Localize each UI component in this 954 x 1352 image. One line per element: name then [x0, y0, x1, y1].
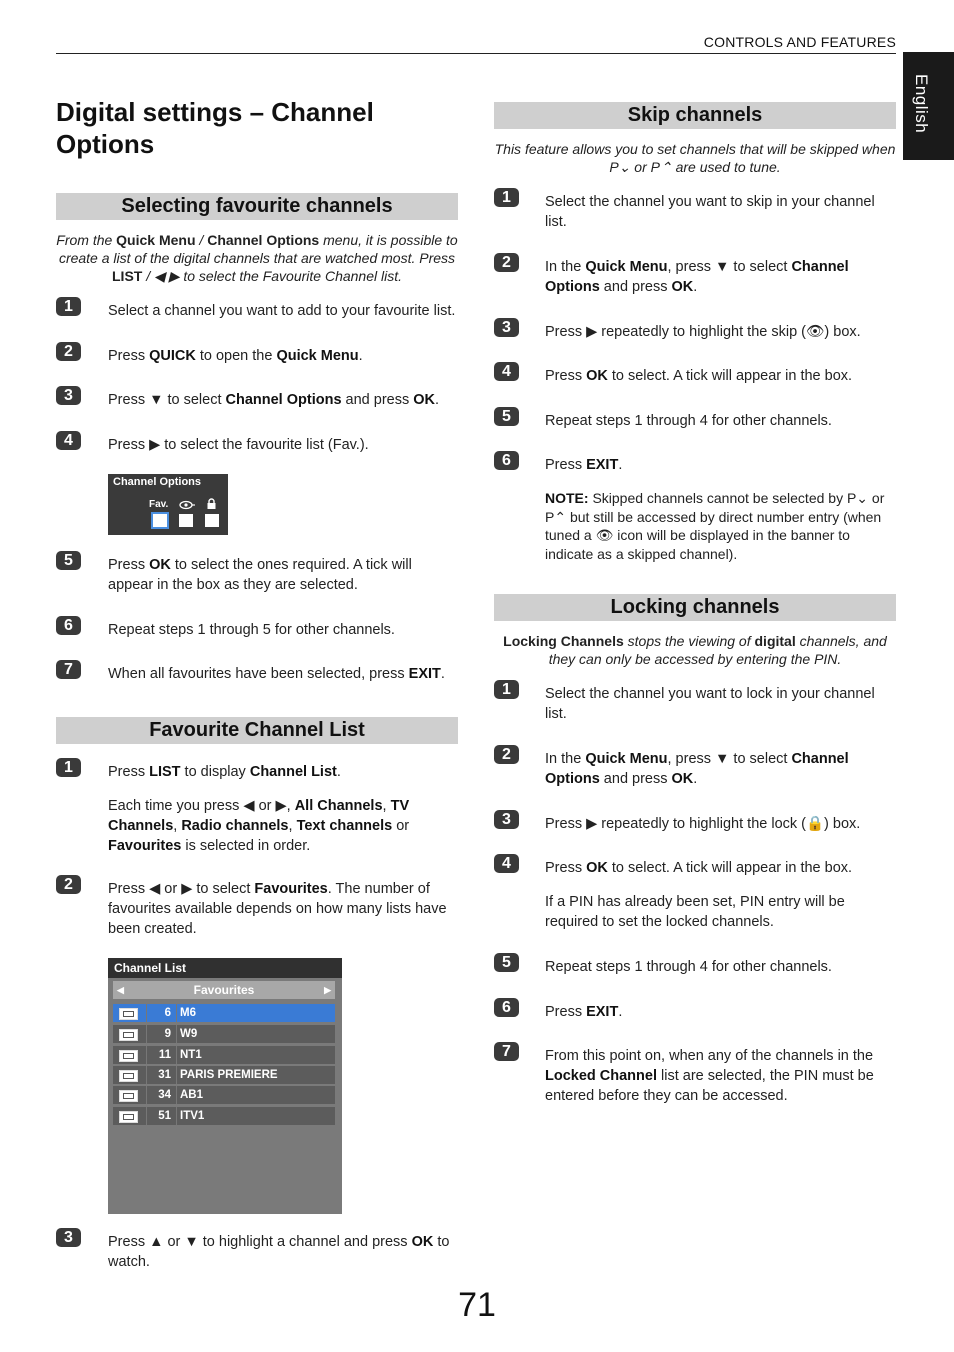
channel-row[interactable]: 51 ITV1 [113, 1107, 335, 1125]
step-number: 2 [56, 875, 81, 894]
section-heading-favourites: Selecting favourite channels [56, 193, 458, 220]
tv-icon [119, 1008, 138, 1020]
step-number: 4 [56, 431, 81, 450]
step-number: 4 [494, 854, 519, 873]
page-title: Digital settings – Channel Options [56, 97, 374, 159]
step-text: Press LIST to display Channel List. [108, 764, 341, 780]
channel-row[interactable]: 11 NT1 [113, 1046, 335, 1064]
step-text: Press ◀ or ▶ to select Favourites. The number of favourites available depends on how many lists have been created. [108, 881, 447, 937]
step-number: 1 [56, 297, 81, 316]
step-text: Select the channel you want to skip in your channel list. [545, 194, 875, 230]
channel-row[interactable]: 31 PARIS PREMIERE [113, 1066, 335, 1084]
step-text: Press OK to select the ones required. A tick will appear in the box as they are selected. [108, 557, 412, 593]
step-number: 7 [494, 1042, 519, 1061]
lock-checkbox[interactable] [205, 514, 219, 527]
step-text: Press OK to select. A tick will appear in the box. [545, 368, 853, 384]
step-text: Repeat steps 1 through 5 for other channels. [108, 622, 395, 638]
step-number: 5 [494, 407, 519, 426]
step-text: Press ▶ to select the favourite list (Fav.). [108, 437, 369, 453]
step-number: 6 [494, 998, 519, 1017]
section-heading-skip: Skip channels [494, 102, 896, 129]
lock-intro: Locking Channels stops the viewing of digital channels, and they can only be accessed by entering the PIN. [503, 633, 887, 667]
step-text: Press OK to select. A tick will appear in the box. [545, 860, 853, 876]
language-tab-label: English [912, 74, 931, 134]
channel-list-osd [108, 958, 342, 1214]
step-number: 1 [56, 758, 81, 777]
step-number: 3 [494, 318, 519, 337]
step-number: 6 [494, 451, 519, 470]
step-text: Press ▲ or ▼ to highlight a channel and press OK to watch. [108, 1234, 450, 1270]
tv-icon [119, 1029, 138, 1041]
step-number: 2 [56, 342, 81, 361]
fav-label: Fav. [149, 499, 169, 510]
skip-checkbox[interactable] [179, 514, 193, 527]
fav-checkbox[interactable] [153, 514, 167, 527]
channel-row[interactable]: 9 W9 [113, 1025, 335, 1043]
arrow-right-icon[interactable]: ▶ [324, 985, 331, 995]
step-text: Press ▶ repeatedly to highlight the skip (👁) box. [545, 324, 861, 340]
skip-icon [178, 500, 196, 510]
step-text: Press ▼ to select Channel Options and press OK. [108, 392, 440, 408]
channel-list-title: Channel List [108, 958, 342, 978]
step-text: Press ▶ repeatedly to highlight the lock (🔒) box. [545, 816, 861, 832]
skip-intro: This feature allows you to set channels that will be skipped when P⌄ or P⌃ are used to tune. [494, 141, 896, 175]
step-number: 3 [56, 386, 81, 405]
step-text: In the Quick Menu, press ▼ to select Channel Options and press OK. [545, 259, 849, 295]
step-number: 2 [494, 745, 519, 764]
favourites-tab-label: Favourites [193, 983, 255, 997]
osd-title: Channel Options [113, 476, 201, 488]
step-number: 1 [494, 680, 519, 699]
channel-row[interactable]: 34 AB1 [113, 1086, 335, 1104]
skip-note: NOTE: Skipped channels cannot be selected by P⌄ or P⌃ but still be accessed by direct number entry (when tuned a 👁 icon will be displayed in the banner to indicate as a skipped channel). [545, 490, 885, 562]
step-number: 3 [56, 1228, 81, 1247]
section-heading-lock: Locking channels [494, 594, 896, 621]
language-tab [903, 52, 954, 160]
tv-icon [119, 1090, 138, 1102]
step-text: When all favourites have been selected, press EXIT. [108, 666, 445, 682]
step-number: 3 [494, 810, 519, 829]
step-text: Repeat steps 1 through 4 for other channels. [545, 959, 832, 975]
favourites-tab[interactable] [113, 981, 335, 999]
channel-options-osd [108, 474, 228, 535]
step-number: 5 [56, 551, 81, 570]
step-text: If a PIN has already been set, PIN entry will be required to set the locked channels. [545, 894, 845, 930]
step-text: From this point on, when any of the channels in the Locked Channel list are selected, the PIN must be entered before they can be accessed. [545, 1048, 874, 1104]
lock-icon [206, 498, 217, 510]
step-text: Press EXIT. [545, 1004, 623, 1020]
step-text: Each time you press ◀ or ▶, All Channels, TV Channels, Radio channels, Text channels or Favourites is selected in order. [108, 798, 410, 854]
step-text: Press QUICK to open the Quick Menu. [108, 348, 363, 364]
step-number: 2 [494, 253, 519, 272]
step-number: 7 [56, 660, 81, 679]
step-number: 1 [494, 188, 519, 207]
page-number: 71 [458, 1286, 496, 1324]
running-header: CONTROLS AND FEATURES [703, 34, 896, 50]
step-text: Press EXIT. [545, 457, 623, 473]
step-text: Repeat steps 1 through 4 for other channels. [545, 413, 832, 429]
step-number: 6 [56, 616, 81, 635]
step-number: 5 [494, 953, 519, 972]
section-heading-favourite-list: Favourite Channel List [56, 717, 458, 744]
channel-row[interactable]: 6 M6 [113, 1004, 335, 1022]
header-rule [56, 53, 896, 54]
arrow-left-icon[interactable]: ◀ [117, 985, 124, 995]
step-text: Select a channel you want to add to your favourite list. [108, 303, 456, 319]
tv-icon [119, 1050, 138, 1062]
tv-icon [119, 1111, 138, 1123]
step-text: Select the channel you want to lock in your channel list. [545, 686, 875, 722]
step-text: In the Quick Menu, press ▼ to select Channel Options and press OK. [545, 751, 849, 787]
favourites-intro: From the Quick Menu / Channel Options menu, it is possible to create a list of the digital channels that are watched most. Press LIST / ◀ ▶ to select the Favourite Channel list. [56, 232, 458, 284]
tv-icon [119, 1070, 138, 1082]
step-number: 4 [494, 362, 519, 381]
